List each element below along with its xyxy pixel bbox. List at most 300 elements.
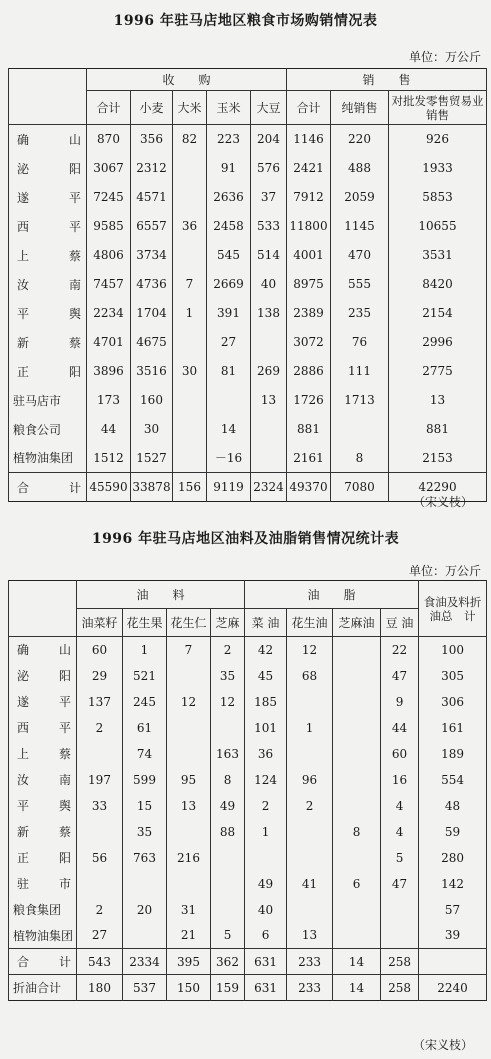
region-name-char: 驻 <box>17 877 30 891</box>
data-cell: 61 <box>123 715 167 741</box>
data-cell <box>173 415 207 444</box>
column-header: 豆 油 <box>381 609 419 637</box>
region-name-char: 南 <box>68 277 81 292</box>
total-cell <box>419 949 487 975</box>
data-cell: 2059 <box>331 183 389 212</box>
data-cell: 33 <box>77 793 123 819</box>
region-name-char: 阳 <box>68 364 81 379</box>
data-cell: 13 <box>287 923 333 949</box>
table-row <box>9 767 487 793</box>
region-name: 粮食集团 <box>13 903 62 917</box>
table-row <box>9 299 487 328</box>
data-cell: 95 <box>167 767 211 793</box>
oilseed-group-header: 油 料 <box>77 581 245 609</box>
data-cell: 185 <box>245 689 287 715</box>
data-cell <box>173 241 207 270</box>
data-cell: 4 <box>381 793 419 819</box>
purchase-group-header: 收 购 <box>87 69 287 91</box>
data-cell: 20 <box>123 897 167 923</box>
region-name-char: 遂 <box>17 695 30 709</box>
region-name-char: 市 <box>58 877 71 891</box>
data-cell: 49 <box>245 871 287 897</box>
data-cell <box>167 741 211 767</box>
data-cell <box>77 741 123 767</box>
total-cell: 554 <box>419 767 487 793</box>
data-cell: 1 <box>123 637 167 663</box>
data-cell: 31 <box>167 897 211 923</box>
region-name-char: 阳 <box>58 851 71 865</box>
data-cell: 6 <box>333 871 381 897</box>
region-name-char: 平 <box>17 799 30 813</box>
data-cell: 4571 <box>131 183 173 212</box>
data-cell: 2334 <box>123 949 167 975</box>
data-cell: 49370 <box>287 473 331 502</box>
table-row <box>9 663 487 689</box>
data-cell: 156 <box>173 473 207 502</box>
data-cell: 555 <box>331 270 389 299</box>
data-cell: 233 <box>287 975 333 1001</box>
data-cell: 36 <box>245 741 287 767</box>
data-cell: 44 <box>381 715 419 741</box>
data-cell <box>245 845 287 871</box>
data-cell: 599 <box>123 767 167 793</box>
data-cell: 533 <box>251 212 287 241</box>
data-cell: 81 <box>207 357 251 386</box>
table-row <box>9 637 487 663</box>
table-row <box>9 689 487 715</box>
total-row <box>9 949 487 975</box>
data-cell: 45590 <box>87 473 131 502</box>
data-cell: 180 <box>77 975 123 1001</box>
data-cell: 631 <box>245 975 287 1001</box>
region-name-char: 蔡 <box>58 747 71 761</box>
data-cell: 223 <box>207 125 251 154</box>
column-header: 大米 <box>173 91 207 125</box>
data-cell: 12 <box>167 689 211 715</box>
data-cell: 88 <box>211 819 245 845</box>
data-cell: 4806 <box>87 241 131 270</box>
data-cell: 3531 <box>389 241 487 270</box>
data-cell: 12 <box>287 637 333 663</box>
region-name-char: 确 <box>17 643 30 658</box>
row-label <box>9 715 77 741</box>
data-cell: 9119 <box>207 473 251 502</box>
data-cell: 2421 <box>287 154 331 183</box>
table-row <box>9 415 487 444</box>
data-cell: 9585 <box>87 212 131 241</box>
region-name-char: 蔡 <box>68 335 81 350</box>
data-cell: 881 <box>389 415 487 444</box>
region-name-char: 西 <box>17 219 30 234</box>
column-header: 花生果 <box>123 609 167 637</box>
data-cell: 22 <box>381 637 419 663</box>
data-cell: 537 <box>123 975 167 1001</box>
data-cell: 150 <box>167 975 211 1001</box>
data-cell: 14 <box>333 975 381 1001</box>
row-label <box>9 357 87 386</box>
row-label <box>9 689 77 715</box>
data-cell: 13 <box>251 386 287 415</box>
data-cell: 269 <box>251 357 287 386</box>
data-cell: 8 <box>333 819 381 845</box>
data-cell: 56 <box>77 845 123 871</box>
data-cell <box>173 183 207 212</box>
data-cell: 47 <box>381 871 419 897</box>
data-cell: 60 <box>77 637 123 663</box>
column-header: 小麦 <box>131 91 173 125</box>
region-name-char: 蔡 <box>68 248 81 263</box>
data-cell: 12 <box>211 689 245 715</box>
total-cell: 48 <box>419 793 487 819</box>
region-name-char: 确 <box>17 132 30 147</box>
table1-title: 1996 年驻马店地区粮食市场购销情况表 <box>113 13 378 29</box>
data-cell: 14 <box>207 415 251 444</box>
data-cell: 1 <box>173 299 207 328</box>
data-cell: 258 <box>381 949 419 975</box>
region-name-char: 汝 <box>17 277 30 292</box>
column-header: 玉米 <box>207 91 251 125</box>
table-row <box>9 845 487 871</box>
region-name: 植物油集团 <box>13 451 74 466</box>
row-label <box>9 386 87 415</box>
region-name-char: 遂 <box>17 190 30 205</box>
data-cell: 576 <box>251 154 287 183</box>
data-cell: 1512 <box>87 444 131 473</box>
column-header: 菜 油 <box>245 609 287 637</box>
data-cell: 6 <box>245 923 287 949</box>
data-cell <box>287 819 333 845</box>
data-cell: 1 <box>287 715 333 741</box>
data-cell: 111 <box>331 357 389 386</box>
data-cell: 27 <box>207 328 251 357</box>
data-cell <box>287 741 333 767</box>
row-label <box>9 975 77 1001</box>
row-label <box>9 270 87 299</box>
table-row <box>9 444 487 473</box>
data-cell <box>333 663 381 689</box>
data-cell: 11800 <box>287 212 331 241</box>
data-cell: 543 <box>77 949 123 975</box>
data-cell: 160 <box>131 386 173 415</box>
data-cell: 16 <box>381 767 419 793</box>
data-cell <box>173 386 207 415</box>
data-cell <box>333 741 381 767</box>
data-cell: 68 <box>287 663 333 689</box>
data-cell: 235 <box>331 299 389 328</box>
column-header: 大豆 <box>251 91 287 125</box>
data-cell: 7080 <box>331 473 389 502</box>
data-cell: 91 <box>207 154 251 183</box>
total-cell: 305 <box>419 663 487 689</box>
data-cell: 35 <box>211 663 245 689</box>
data-cell: 137 <box>77 689 123 715</box>
data-cell: 2 <box>287 793 333 819</box>
data-cell: 21 <box>167 923 211 949</box>
data-cell <box>381 923 419 949</box>
data-cell: 220 <box>331 125 389 154</box>
data-cell <box>211 845 245 871</box>
data-cell: 3072 <box>287 328 331 357</box>
region-name-char: 平 <box>68 219 81 234</box>
oil-table <box>8 580 487 1001</box>
region-name-char: 舆 <box>58 799 71 813</box>
row-label <box>9 473 87 502</box>
data-cell: 881 <box>287 415 331 444</box>
row-label <box>9 444 87 473</box>
region-name-char: 舆 <box>68 306 81 321</box>
data-cell: 204 <box>251 125 287 154</box>
data-cell: 926 <box>389 125 487 154</box>
data-cell <box>211 871 245 897</box>
table-row <box>9 357 487 386</box>
region-name-char: 西 <box>17 721 30 735</box>
data-cell: 2389 <box>287 299 331 328</box>
data-cell: 13 <box>389 386 487 415</box>
data-cell: 2458 <box>207 212 251 241</box>
data-cell <box>211 715 245 741</box>
data-cell <box>331 415 389 444</box>
column-header: 花生油 <box>287 609 333 637</box>
data-cell: 2886 <box>287 357 331 386</box>
data-cell: 2161 <box>287 444 331 473</box>
row-label <box>9 871 77 897</box>
region-name-char: 蔡 <box>58 825 71 839</box>
data-cell <box>333 637 381 663</box>
data-cell <box>167 715 211 741</box>
data-cell: 42 <box>245 637 287 663</box>
data-cell: 10655 <box>389 212 487 241</box>
data-cell: 4 <box>381 819 419 845</box>
data-cell <box>251 444 287 473</box>
region-name-char: 汝 <box>17 773 30 787</box>
data-cell <box>333 793 381 819</box>
data-cell: 2153 <box>389 444 487 473</box>
corner-cell <box>9 581 77 637</box>
data-cell <box>251 415 287 444</box>
data-cell: 8 <box>211 767 245 793</box>
table1-author: （宋义枝） <box>412 495 473 509</box>
data-cell: －16 <box>207 444 251 473</box>
total-cell: 39 <box>419 923 487 949</box>
data-cell: 49 <box>211 793 245 819</box>
region-name-char: 计 <box>58 955 71 969</box>
table-row <box>9 154 487 183</box>
data-cell <box>333 897 381 923</box>
data-cell: 101 <box>245 715 287 741</box>
row-label <box>9 299 87 328</box>
region-name: 植物油集团 <box>13 928 74 943</box>
data-cell: 2312 <box>131 154 173 183</box>
total-cell: 306 <box>419 689 487 715</box>
data-cell: 1726 <box>287 386 331 415</box>
data-cell: 7457 <box>87 270 131 299</box>
total-cell: 161 <box>419 715 487 741</box>
region-name-char: 山 <box>68 132 81 147</box>
data-cell: 163 <box>211 741 245 767</box>
data-cell <box>123 871 167 897</box>
data-cell: 8975 <box>287 270 331 299</box>
data-cell: 216 <box>167 845 211 871</box>
table-row <box>9 871 487 897</box>
row-label <box>9 923 77 949</box>
data-cell: 29 <box>77 663 123 689</box>
data-cell: 7 <box>167 637 211 663</box>
data-cell: 2996 <box>389 328 487 357</box>
total-row <box>9 975 487 1001</box>
column-header: 花生仁 <box>167 609 211 637</box>
row-label <box>9 767 77 793</box>
data-cell: 197 <box>77 767 123 793</box>
table-row <box>9 328 487 357</box>
data-cell: 391 <box>207 299 251 328</box>
data-cell: 1713 <box>331 386 389 415</box>
data-cell <box>77 819 123 845</box>
table1-unit: 单位：万公斤 <box>408 50 481 64</box>
data-cell: 30 <box>131 415 173 444</box>
region-name-char: 正 <box>17 851 30 865</box>
data-cell: 2669 <box>207 270 251 299</box>
data-cell: 470 <box>331 241 389 270</box>
data-cell <box>173 328 207 357</box>
data-cell: 36 <box>173 212 207 241</box>
row-label <box>9 415 87 444</box>
corner-cell <box>9 69 87 125</box>
region-name: 驻马店市 <box>13 393 62 408</box>
data-cell <box>167 819 211 845</box>
row-label <box>9 897 77 923</box>
row-label <box>9 663 77 689</box>
data-cell <box>333 845 381 871</box>
data-cell: 488 <box>331 154 389 183</box>
data-cell <box>123 923 167 949</box>
data-cell: 2636 <box>207 183 251 212</box>
table-row <box>9 386 487 415</box>
total-cell: 57 <box>419 897 487 923</box>
total-cell: 280 <box>419 845 487 871</box>
data-cell: 545 <box>207 241 251 270</box>
row-label <box>9 819 77 845</box>
data-cell: 159 <box>211 975 245 1001</box>
table2-author: （宋义枝） <box>412 1038 473 1052</box>
sales-group-header: 销 售 <box>287 69 487 91</box>
row-label <box>9 741 77 767</box>
data-cell <box>333 767 381 793</box>
data-cell: 47 <box>381 663 419 689</box>
data-cell: 40 <box>251 270 287 299</box>
region-name-char: 山 <box>58 643 71 658</box>
region-name-char: 合 <box>17 955 30 969</box>
region-name-char: 计 <box>68 480 81 495</box>
data-cell: 870 <box>87 125 131 154</box>
data-cell: 5 <box>381 845 419 871</box>
data-cell: 395 <box>167 949 211 975</box>
data-cell <box>207 386 251 415</box>
data-cell <box>173 154 207 183</box>
data-cell: 7245 <box>87 183 131 212</box>
data-cell: 245 <box>123 689 167 715</box>
table-row <box>9 270 487 299</box>
table-row <box>9 897 487 923</box>
data-cell: 60 <box>381 741 419 767</box>
data-cell <box>333 715 381 741</box>
column-header: 芝麻 <box>211 609 245 637</box>
data-cell <box>333 923 381 949</box>
data-cell: 173 <box>87 386 131 415</box>
data-cell: 2 <box>77 897 123 923</box>
data-cell: 33878 <box>131 473 173 502</box>
data-cell: 8 <box>331 444 389 473</box>
data-cell: 3734 <box>131 241 173 270</box>
region-name-char: 正 <box>17 364 30 379</box>
row-label <box>9 241 87 270</box>
oil-group-header: 油 脂 <box>245 581 419 609</box>
table-row <box>9 715 487 741</box>
region-name-char: 泌 <box>17 669 30 683</box>
data-cell: 76 <box>331 328 389 357</box>
data-cell: 631 <box>245 949 287 975</box>
data-cell: 124 <box>245 767 287 793</box>
data-cell: 6557 <box>131 212 173 241</box>
data-cell: 2 <box>211 637 245 663</box>
table2-title: 1996 年驻马店地区油料及油脂销售情况统计表 <box>91 531 400 547</box>
data-cell: 4736 <box>131 270 173 299</box>
data-cell: 41 <box>287 871 333 897</box>
data-cell: 45 <box>245 663 287 689</box>
region-name-char: 平 <box>68 190 81 205</box>
row-label <box>9 949 77 975</box>
data-cell <box>167 663 211 689</box>
data-cell: 9 <box>381 689 419 715</box>
data-cell: 2775 <box>389 357 487 386</box>
row-label <box>9 183 87 212</box>
region-name-char: 新 <box>17 825 30 839</box>
data-cell: 35 <box>123 819 167 845</box>
data-cell: 5 <box>211 923 245 949</box>
region-name-char: 合 <box>17 480 30 495</box>
row-label <box>9 328 87 357</box>
table-row <box>9 125 487 154</box>
data-cell: 7 <box>173 270 207 299</box>
column-header: 芝麻油 <box>333 609 381 637</box>
data-cell: 233 <box>287 949 333 975</box>
grain-table <box>8 68 487 502</box>
data-cell: 763 <box>123 845 167 871</box>
region-name: 粮食公司 <box>13 422 62 437</box>
row-label <box>9 793 77 819</box>
table-row <box>9 819 487 845</box>
table-row <box>9 183 487 212</box>
column-header: 对批发零售贸易业销售 <box>389 91 487 125</box>
data-cell: 37 <box>251 183 287 212</box>
data-cell: 514 <box>251 241 287 270</box>
data-cell <box>287 845 333 871</box>
data-cell: 3516 <box>131 357 173 386</box>
data-cell: 2234 <box>87 299 131 328</box>
total-cell: 189 <box>419 741 487 767</box>
data-cell: 96 <box>287 767 333 793</box>
region-name-char: 平 <box>58 695 71 709</box>
data-cell: 14 <box>333 949 381 975</box>
column-header: 纯销售 <box>331 91 389 125</box>
total-cell: 100 <box>419 637 487 663</box>
region-name-char: 平 <box>58 721 71 735</box>
data-cell: 42290 <box>389 473 487 502</box>
data-cell: 3896 <box>87 357 131 386</box>
data-cell: 1145 <box>331 212 389 241</box>
data-cell: 8420 <box>389 270 487 299</box>
data-cell: 4675 <box>131 328 173 357</box>
table-row <box>9 923 487 949</box>
